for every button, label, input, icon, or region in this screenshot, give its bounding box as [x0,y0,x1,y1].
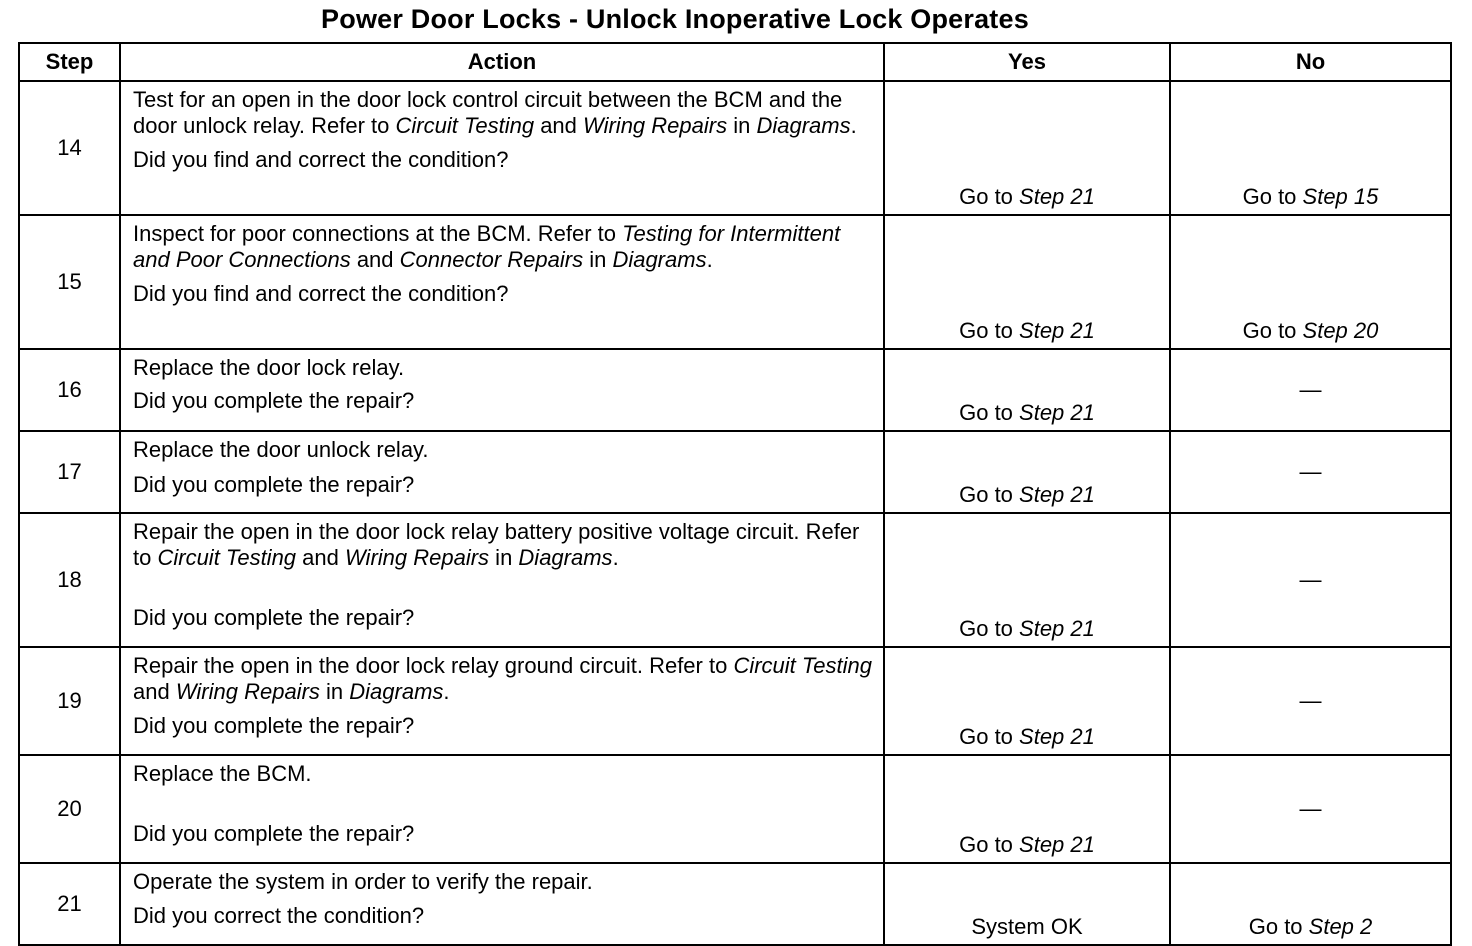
action-question: Did you complete the repair? [133,713,415,738]
action-cell [120,755,884,863]
yes-cell: Go to Step 21 [884,647,1170,755]
header-no: No [1170,43,1451,81]
yes-cell: Go to Step 21 [884,755,1170,863]
action-question: Did you find and correct the condition? [133,147,509,172]
table-row [19,755,1451,863]
action-question: Did you complete the repair? [133,605,415,630]
table-row [19,81,1451,215]
header-yes: Yes [884,43,1170,81]
no-cell [1170,349,1451,431]
dash-mark: — [1299,796,1322,821]
page-title: Power Door Locks - Unlock Inoperative Lock Operates [321,4,1029,34]
action-description: Replace the BCM. [133,761,312,786]
dash-mark: — [1299,688,1322,713]
yes-cell: Go to Step 21 [884,81,1170,215]
action-cell [120,647,884,755]
action-description: Repair the open in the door lock relay battery positive voltage circuit. Refer to Circuit Testing and Wiring Repairs in Diagrams. [133,519,860,570]
action-question: Did you complete the repair? [133,388,415,413]
step-number: 17 [19,431,120,513]
dash-mark: — [1299,377,1322,402]
action-cell [120,863,884,945]
step-number: 16 [19,349,120,431]
table-row [19,431,1451,513]
step-number: 19 [19,647,120,755]
yes-cell: Go to Step 21 [884,513,1170,647]
dash-mark: — [1299,459,1322,484]
table-header-row [19,43,1451,81]
header-step: Step [19,43,120,81]
table-row [19,349,1451,431]
action-cell [120,81,884,215]
no-cell: Go to Step 15 [1170,81,1451,215]
table-row [19,513,1451,647]
step-number: 21 [19,863,120,945]
no-cell: Go to Step 20 [1170,215,1451,349]
action-description: Repair the open in the door lock relay ground circuit. Refer to Circuit Testing and Wiring Repairs in Diagrams. [133,653,873,704]
action-cell [120,431,884,513]
action-question: Did you complete the repair? [133,821,415,846]
table-row [19,647,1451,755]
table-row [19,863,1451,945]
no-cell [1170,755,1451,863]
no-cell [1170,431,1451,513]
table-row [19,215,1451,349]
no-cell [1170,647,1451,755]
action-description: Test for an open in the door lock control circuit between the BCM and the door unlock relay. Refer to Circuit Testing and Wiring Repairs in Diagrams. [133,87,857,138]
action-description: Replace the door unlock relay. [133,437,429,462]
step-number: 20 [19,755,120,863]
diagnostic-table [18,42,1452,946]
no-cell: Go to Step 2 [1170,863,1451,945]
action-description: Inspect for poor connections at the BCM. Refer to Testing for Intermittent and Poor Connections and Connector Repairs in Diagrams. [133,221,841,272]
action-question: Did you find and correct the condition? [133,281,509,306]
action-cell [120,513,884,647]
action-description: Replace the door lock relay. [133,355,405,380]
header-action: Action [120,43,884,81]
action-question: Did you complete the repair? [133,472,415,497]
yes-cell: Go to Step 21 [884,431,1170,513]
no-cell [1170,513,1451,647]
step-number: 14 [19,81,120,215]
action-question: Did you correct the condition? [133,903,425,928]
yes-cell: System OK [884,863,1170,945]
yes-cell: Go to Step 21 [884,349,1170,431]
step-number: 18 [19,513,120,647]
action-cell [120,349,884,431]
action-description: Operate the system in order to verify the repair. [133,869,593,894]
action-cell [120,215,884,349]
dash-mark: — [1299,567,1322,592]
yes-cell: Go to Step 21 [884,215,1170,349]
step-number: 15 [19,215,120,349]
